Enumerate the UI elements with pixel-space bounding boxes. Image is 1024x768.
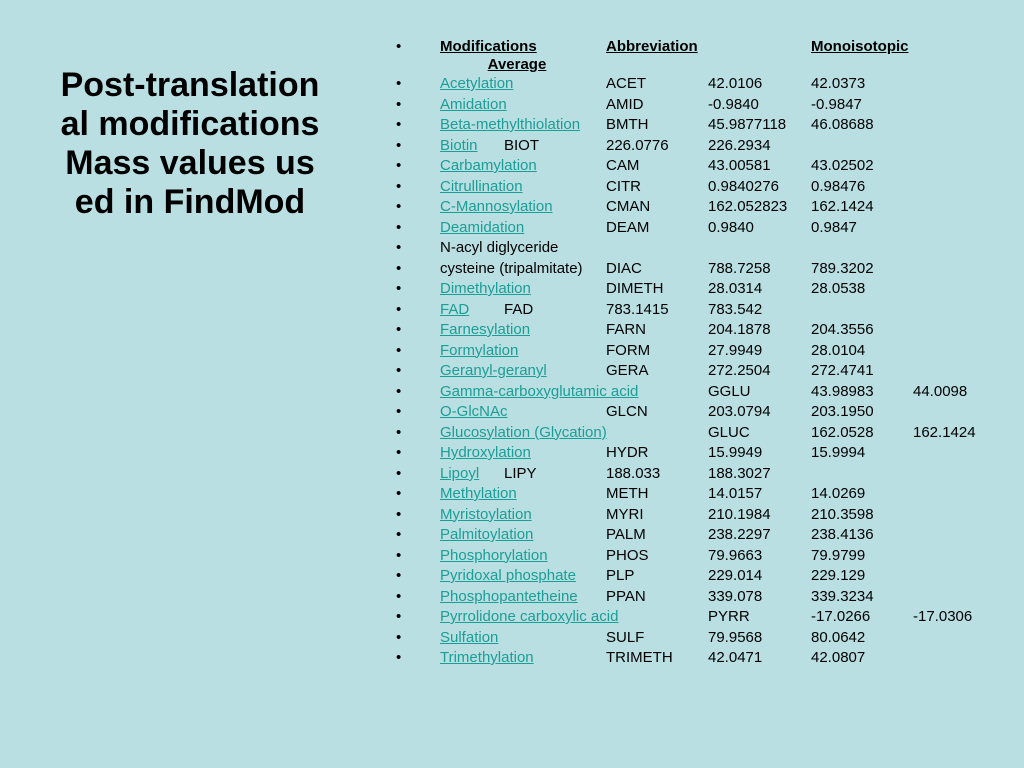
monoisotopic-mass: 27.9949 [708, 341, 763, 359]
abbreviation: PALM [606, 526, 646, 543]
bullet: • [396, 280, 402, 297]
modification-name[interactable]: Phosphopantetheine [440, 587, 578, 605]
abbreviation: CITR [606, 177, 641, 195]
modification-name[interactable]: Methylation [440, 485, 517, 502]
average-mass: 210.3598 [811, 505, 874, 523]
average-mass: 226.2934 [708, 136, 771, 154]
bullet: • [396, 75, 402, 92]
bullet: • [396, 198, 402, 215]
average-mass: 162.1424 [913, 423, 976, 441]
bullet: • [396, 136, 402, 154]
list-item [396, 505, 1016, 526]
abbreviation: GLCN [606, 403, 648, 420]
monoisotopic-mass: 45.9877118 [708, 116, 787, 133]
monoisotopic-mass: -17.0266 [811, 608, 871, 625]
average-mass: 162.1424 [811, 198, 874, 215]
average-mass: 0.9847 [811, 218, 857, 236]
monoisotopic-mass: 162.052823 [708, 198, 788, 215]
list-item [396, 218, 1016, 239]
abbreviation: BIOT [504, 136, 540, 154]
modification-name: N-acyl diglyceride [440, 239, 559, 256]
modification-name[interactable]: FAD [440, 300, 470, 318]
list-item [396, 279, 1016, 300]
monoisotopic-mass: 79.9663 [708, 546, 763, 564]
monoisotopic-mass: 238.2297 [708, 526, 771, 543]
modification-name[interactable]: Citrullination [440, 177, 523, 195]
modification-name[interactable]: Beta-methylthiolation [440, 116, 581, 133]
average-mass: 80.0642 [811, 628, 866, 646]
list-item [396, 341, 1016, 362]
list-item [396, 320, 1016, 341]
bullet: • [396, 403, 402, 420]
abbreviation: DEAM [606, 218, 650, 236]
abbreviation: TRIMETH [606, 649, 673, 666]
bullet: • [396, 587, 402, 605]
bullet: • [396, 259, 402, 277]
monoisotopic-mass: 783.1415 [606, 300, 669, 318]
monoisotopic-mass: 79.9568 [708, 628, 763, 646]
abbreviation: METH [606, 485, 649, 502]
modification-name[interactable]: Myristoylation [440, 505, 532, 523]
list-item [396, 361, 1016, 382]
average-mass: 15.9994 [811, 444, 866, 461]
list-item [396, 259, 1016, 280]
average-mass: 789.3202 [811, 259, 874, 277]
header-modifications: Modifications [440, 38, 537, 55]
abbreviation: PPAN [606, 587, 646, 605]
modification-name[interactable]: Glucosylation (Glycation) [440, 423, 607, 441]
monoisotopic-mass: 43.98983 [811, 382, 874, 400]
header-average: Average [487, 56, 547, 73]
modification-name[interactable]: Formylation [440, 341, 519, 359]
average-mass: 42.0373 [811, 75, 866, 92]
average-mass: 783.542 [708, 300, 763, 318]
bullet: • [396, 628, 402, 646]
list-item [396, 74, 1016, 95]
abbreviation: BMTH [606, 116, 649, 133]
average-mass: 43.02502 [811, 157, 874, 174]
average-mass: 203.1950 [811, 403, 874, 420]
modification-name[interactable]: Phosphorylation [440, 546, 548, 564]
modification-name[interactable]: Pyrrolidone carboxylic acid [440, 608, 619, 625]
monoisotopic-mass: 14.0157 [708, 485, 763, 502]
monoisotopic-mass: 15.9949 [708, 444, 763, 461]
bullet: • [396, 239, 402, 256]
bullet: • [396, 321, 402, 338]
bullet: • [396, 608, 402, 625]
abbreviation: HYDR [606, 444, 649, 461]
modification-name[interactable]: Biotin [440, 136, 478, 154]
bullet: • [396, 382, 402, 400]
list-item [396, 587, 1016, 608]
list-item [396, 95, 1016, 116]
monoisotopic-mass: 162.0528 [811, 423, 874, 441]
bullet: • [396, 95, 402, 113]
average-mass: 204.3556 [811, 321, 874, 338]
list-item [396, 197, 1016, 218]
bullet: • [396, 38, 402, 55]
monoisotopic-mass: 229.014 [708, 567, 763, 584]
header-abbreviation: Abbreviation [606, 38, 698, 55]
monoisotopic-mass: 203.0794 [708, 403, 771, 420]
bullet: • [396, 423, 402, 441]
monoisotopic-mass: 28.0314 [708, 280, 763, 297]
monoisotopic-mass: 788.7258 [708, 259, 771, 277]
modification-name[interactable]: Geranyl-geranyl [440, 362, 547, 379]
average-mass: 28.0104 [811, 341, 866, 359]
list-item [396, 566, 1016, 587]
modification-name[interactable]: C-Mannosylation [440, 198, 553, 215]
average-mass: 46.08688 [811, 116, 874, 133]
list-item [396, 402, 1016, 423]
modification-name[interactable]: Amidation [440, 95, 507, 113]
bullet: • [396, 116, 402, 133]
header-monoisotopic: Monoisotopic [811, 38, 909, 55]
monoisotopic-mass: 188.033 [606, 464, 661, 482]
average-mass: 0.98476 [811, 177, 866, 195]
average-mass: 238.4136 [811, 526, 874, 543]
average-mass: 28.0538 [811, 280, 866, 297]
average-mass: 79.9799 [811, 546, 866, 564]
monoisotopic-mass: -0.9840 [708, 95, 759, 113]
monoisotopic-mass: 272.2504 [708, 362, 771, 379]
bullet: • [396, 505, 402, 523]
abbreviation: PLP [606, 567, 635, 584]
list-item [396, 136, 1016, 157]
bullet: • [396, 526, 402, 543]
list-item [396, 484, 1016, 505]
modification-name[interactable]: Carbamylation [440, 157, 537, 174]
list-item [396, 382, 1016, 403]
abbreviation: DIMETH [606, 280, 664, 297]
modification-name: cysteine (tripalmitate) [440, 259, 583, 277]
average-mass: 14.0269 [811, 485, 866, 502]
bullet: • [396, 546, 402, 564]
monoisotopic-mass: 43.00581 [708, 157, 771, 174]
monoisotopic-mass: 210.1984 [708, 505, 771, 523]
average-mass: 229.129 [811, 567, 866, 584]
average-mass: 42.0807 [811, 649, 866, 666]
monoisotopic-mass: 42.0106 [708, 75, 763, 92]
list-item [396, 628, 1016, 649]
modification-name[interactable]: Acetylation [440, 75, 514, 92]
list-item [396, 607, 1016, 628]
abbreviation: LIPY [504, 464, 537, 482]
monoisotopic-mass: 0.9840276 [708, 177, 779, 195]
monoisotopic-mass: 226.0776 [606, 136, 669, 154]
modification-name[interactable]: Trimethylation [440, 649, 534, 666]
bullet: • [396, 218, 402, 236]
list-item [396, 300, 1016, 321]
bullet: • [396, 567, 402, 584]
average-mass: 44.0098 [913, 382, 968, 400]
list-item [396, 648, 1016, 669]
list-item [396, 115, 1016, 136]
list-item [396, 156, 1016, 177]
bullet: • [396, 362, 402, 379]
bullet: • [396, 485, 402, 502]
abbreviation: GLUC [708, 423, 750, 441]
abbreviation: FORM [606, 341, 651, 359]
modification-name[interactable]: Deamidation [440, 218, 525, 236]
abbreviation: DIAC [606, 259, 642, 277]
abbreviation: AMID [606, 95, 644, 113]
modification-name[interactable]: Gamma-carboxyglutamic acid [440, 382, 639, 400]
modification-name[interactable]: Lipoyl [440, 464, 480, 482]
abbreviation: PYRR [708, 608, 750, 625]
bullet: • [396, 300, 402, 318]
bullet: • [396, 341, 402, 359]
average-mass: 188.3027 [708, 464, 771, 482]
average-mass: 339.3234 [811, 587, 874, 605]
abbreviation: CAM [606, 157, 640, 174]
ptm-mass-list [396, 38, 1016, 669]
modification-name[interactable]: Farnesylation [440, 321, 531, 338]
bullet: • [396, 649, 402, 666]
list-item [396, 464, 1016, 485]
abbreviation: ACET [606, 75, 647, 92]
list-item [396, 238, 1016, 259]
abbreviation: GERA [606, 362, 649, 379]
abbreviation: CMAN [606, 198, 651, 215]
abbreviation: GGLU [708, 382, 751, 400]
modification-name[interactable]: Pyridoxal phosphate [440, 567, 576, 584]
bullet: • [396, 177, 402, 195]
abbreviation: FARN [606, 321, 647, 338]
modification-name[interactable]: Hydroxylation [440, 444, 531, 461]
monoisotopic-mass: 204.1878 [708, 321, 771, 338]
list-item [396, 423, 1016, 444]
modification-name[interactable]: O-GlcNAc [440, 403, 508, 420]
bullet: • [396, 464, 402, 482]
list-header [396, 38, 1016, 74]
bullet: • [396, 157, 402, 174]
list-item [396, 177, 1016, 198]
average-mass: 272.4741 [811, 362, 874, 379]
abbreviation: FAD [504, 300, 534, 318]
modification-name[interactable]: Sulfation [440, 628, 499, 646]
bullet: • [396, 444, 402, 461]
slide-title: Post-translational modifications Mass values used in FindMod [60, 66, 320, 221]
abbreviation: PHOS [606, 546, 649, 564]
list-item [396, 443, 1016, 464]
modification-name[interactable]: Palmitoylation [440, 526, 534, 543]
abbreviation: MYRI [606, 505, 644, 523]
monoisotopic-mass: 0.9840 [708, 218, 754, 236]
list-item [396, 525, 1016, 546]
monoisotopic-mass: 339.078 [708, 587, 763, 605]
list-item [396, 546, 1016, 567]
average-mass: -17.0306 [913, 608, 973, 625]
modification-name[interactable]: Dimethylation [440, 280, 531, 297]
abbreviation: SULF [606, 628, 645, 646]
monoisotopic-mass: 42.0471 [708, 649, 763, 666]
average-mass: -0.9847 [811, 95, 862, 113]
